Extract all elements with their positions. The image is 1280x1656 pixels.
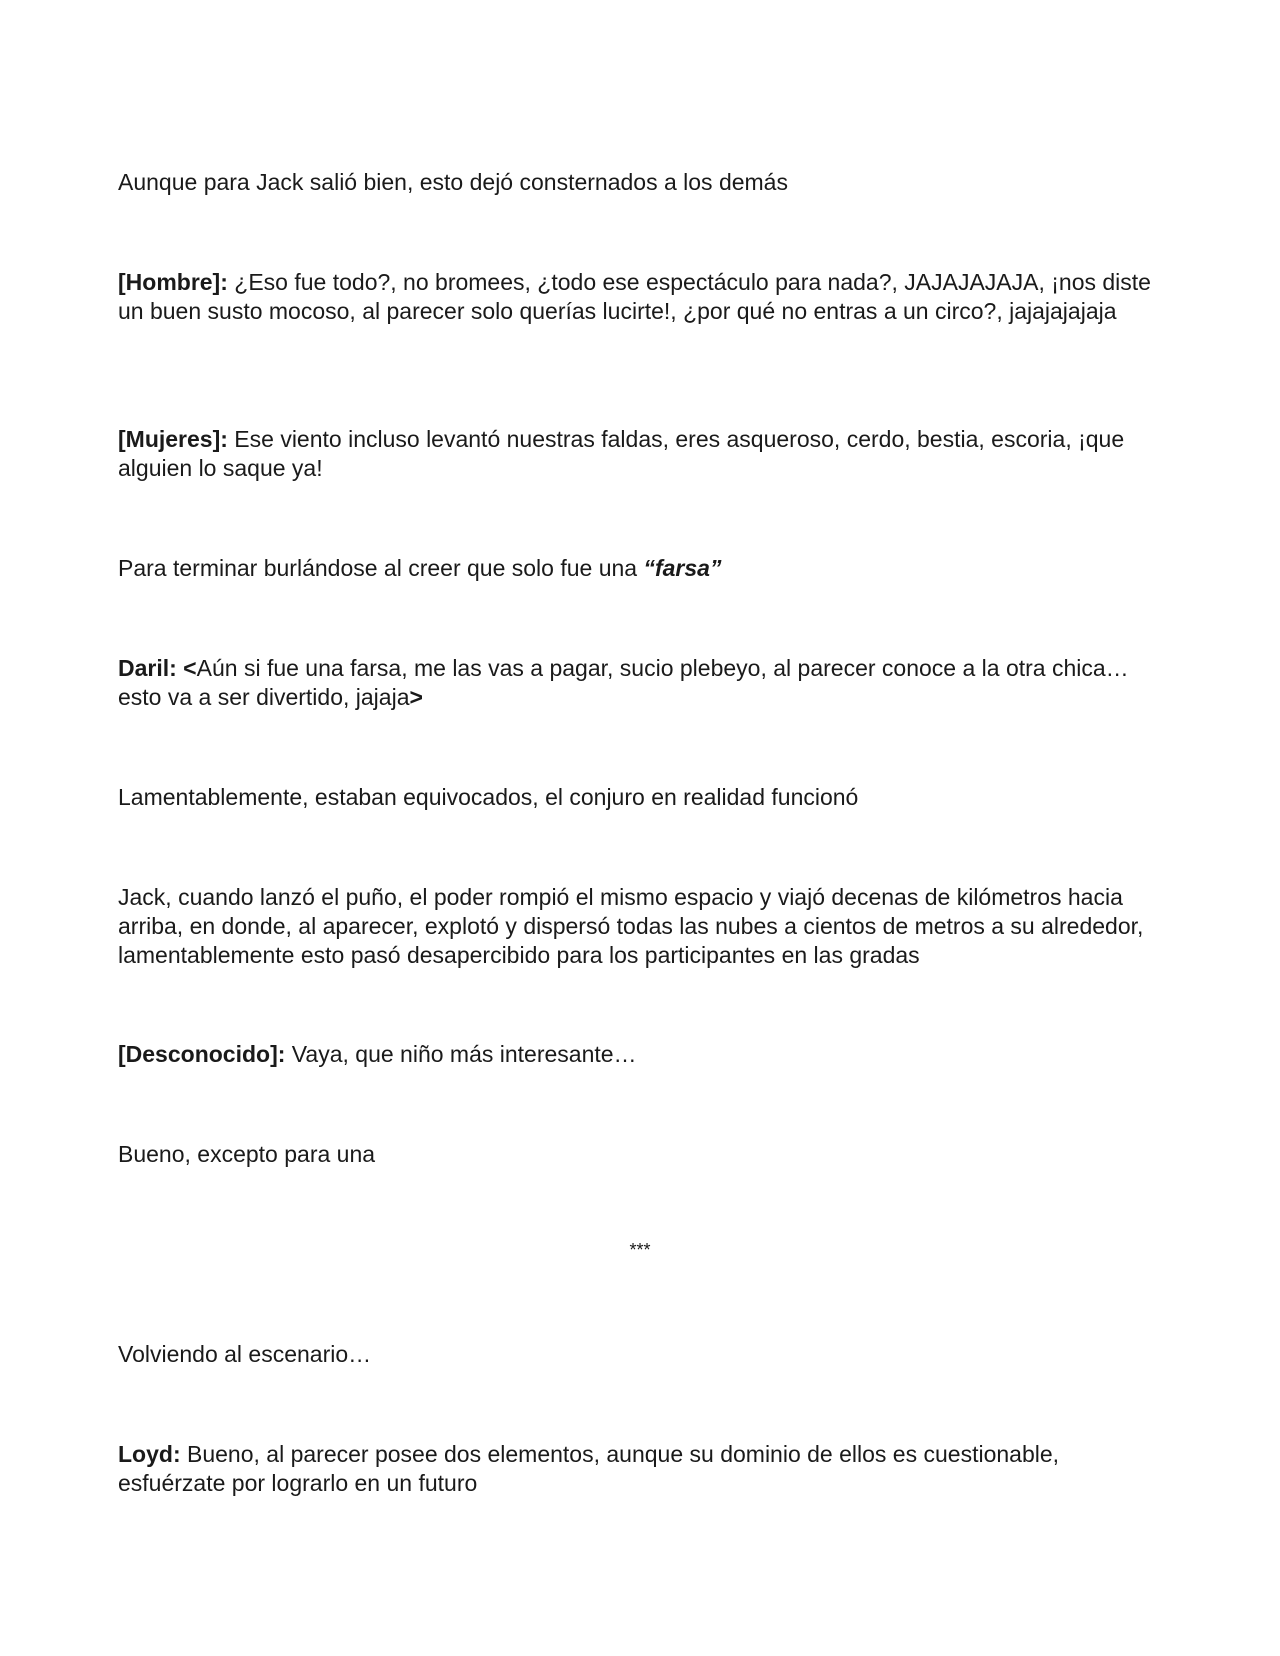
dialogue-text: Ese viento incluso levantó nuestras faldas, eres asqueroso, cerdo, bestia, escoria, ¡que alguien lo saque ya!	[118, 426, 1125, 481]
narration-paragraph	[118, 883, 1168, 970]
dialogue-text: ¿Eso fue todo?, no bromees, ¿todo ese espectáculo para nada?, JAJAJAJAJA, ¡nos diste un buen susto mocoso, al parecer solo querías lucirte!, ¿por qué no entras a un circo?, jajajajajaja	[118, 269, 1151, 324]
narration-text: Lamentablemente, estaban equivocados, el conjuro en realidad funcionó	[118, 784, 859, 810]
narration-text: Jack, cuando lanzó el puño, el poder rompió el mismo espacio y viajó decenas de kilómetros hacia arriba, en donde, al aparecer, explotó y dispersó todas las nubes a cientos de metros a su alrededor, lamentablemente esto pasó desapercibido para los participantes en las gradas	[118, 884, 1144, 968]
narration-paragraph	[118, 168, 1168, 197]
speaker-label: [Hombre]:	[118, 269, 228, 295]
narration-text: Para terminar burlándose al creer que solo fue una	[118, 555, 644, 581]
dialogue-paragraph	[118, 1040, 1168, 1069]
thought-paragraph	[118, 654, 1168, 712]
narration-paragraph	[118, 783, 1168, 812]
dialogue-text: Vaya, que niño más interesante…	[285, 1041, 637, 1067]
narration-paragraph	[118, 1340, 1168, 1369]
speaker-label: [Mujeres]:	[118, 426, 228, 452]
thought-text: Aún si fue una farsa, me las vas a pagar, sucio plebeyo, al parecer conoce a la otra chica… esto va a ser divertido, jajaja	[118, 655, 1129, 710]
narration-text: Volviendo al escenario…	[118, 1341, 372, 1367]
speaker-label: Daril:	[118, 655, 177, 681]
dialogue-paragraph	[118, 1440, 1168, 1498]
speaker-label: Loyd:	[118, 1441, 181, 1467]
narration-text: Bueno, excepto para una	[118, 1141, 376, 1167]
dialogue-paragraph	[118, 268, 1168, 326]
dialogue-paragraph	[118, 425, 1168, 483]
thought-open-bracket: <	[176, 655, 197, 681]
narration-paragraph	[118, 1140, 1168, 1169]
emphasis-text: “farsa”	[643, 555, 722, 581]
thought-close-bracket: >	[409, 684, 423, 710]
narration-text: Aunque para Jack salió bien, esto dejó consternados a los demás	[118, 169, 788, 195]
scene-separator: ***	[629, 1240, 651, 1260]
speaker-label: [Desconocido]:	[118, 1041, 286, 1067]
dialogue-text: Bueno, al parecer posee dos elementos, aunque su dominio de ellos es cuestionable, esfuérzate por lograrlo en un futuro	[118, 1441, 1060, 1496]
narration-paragraph	[118, 554, 1168, 583]
